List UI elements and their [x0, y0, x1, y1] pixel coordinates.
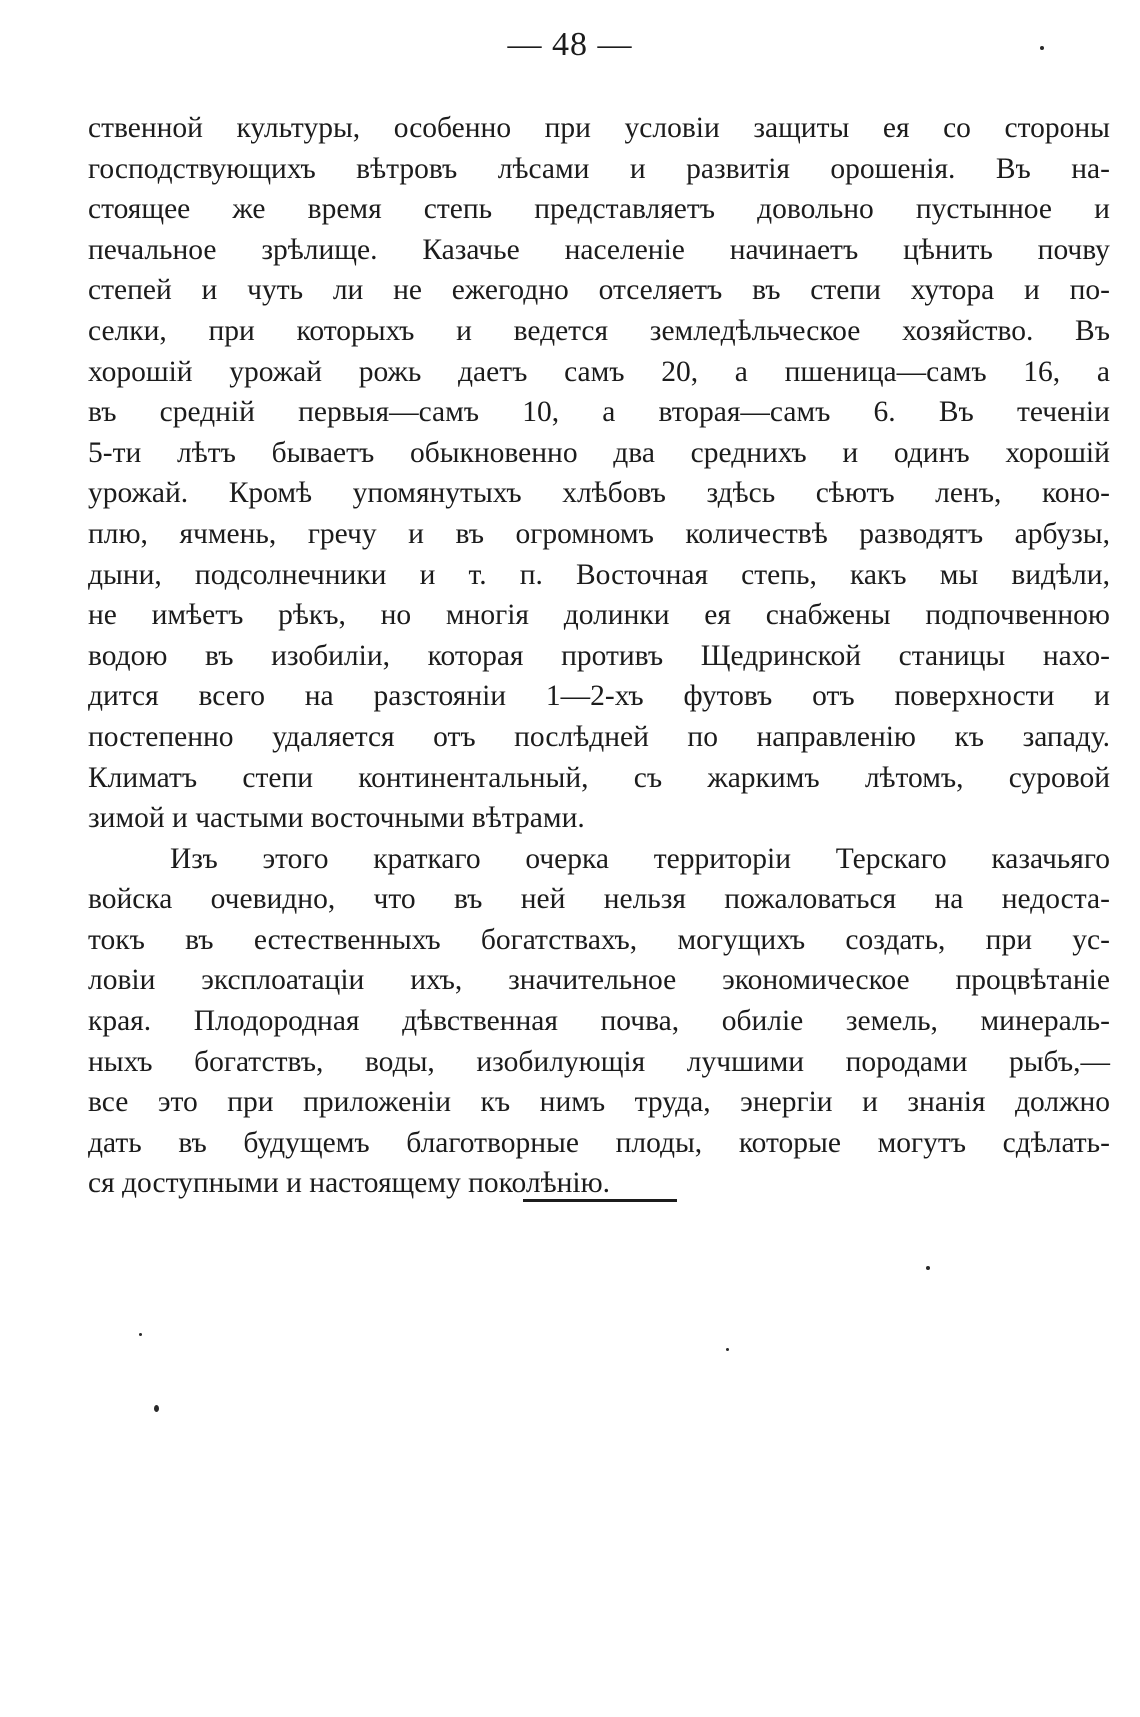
text-line: постепенно удаляется отъ послѣдней по направленію къ западу.: [88, 720, 1110, 753]
text-line: ственной культуры, особенно при условіи защиты ея со стороны: [88, 112, 1110, 144]
text-line: дыни, подсолнечники и т. п. Восточная степь, какъ мы видѣли,: [88, 558, 1110, 591]
text-line: Изъ этого краткаго очерка территоріи Терскаго казачьяго: [170, 842, 1110, 875]
text-line: ловіи эксплоатаціи ихъ, значительное экономическое процвѣтаніе: [88, 964, 1110, 997]
text-line: ныхъ богатствъ, воды, изобилующія лучшими породами рыбъ,—: [88, 1045, 1110, 1078]
paragraph-2: [88, 839, 1110, 1204]
text-line: въ средній первыя—самъ 10, а вторая—самъ 6. Въ теченіи: [88, 396, 1110, 429]
text-line: зимой и частыми восточными вѣтрами.: [88, 802, 585, 835]
text-line: края. Плодородная дѣвственная почва, обиліе земель, минераль-: [88, 1005, 1110, 1038]
text-line: ся доступными и настоящему поколѣнію.: [88, 1167, 611, 1200]
page-speck: [139, 1333, 142, 1336]
body-text: [88, 108, 1110, 1204]
text-line: урожай. Кромѣ упомянутыхъ хлѣбовъ здѣсь сѣютъ ленъ, коно-: [88, 477, 1110, 510]
paragraph-1: [88, 108, 1110, 839]
text-line: токъ въ естественныхъ богатствахъ, могущихъ создать, при ус-: [88, 923, 1110, 956]
text-line: все это при приложеніи къ нимъ труда, энергіи и знанія должно: [88, 1086, 1110, 1119]
text-line: войска очевидно, что въ ней нельзя пожаловаться на недоста-: [88, 883, 1110, 916]
text-line: водою въ изобиліи, которая противъ Щедринской станицы нахо-: [88, 639, 1110, 672]
text-line: Климатъ степи континентальный, съ жаркимъ лѣтомъ, суровой: [88, 761, 1110, 794]
text-line: господствующихъ вѣтровъ лѣсами и развитія орошенія. Въ на-: [88, 152, 1110, 185]
page-speck: [154, 1405, 159, 1412]
text-line: не имѣетъ рѣкъ, но многія долинки ея снабжены подпочвенною: [88, 599, 1110, 632]
text-line: 5-ти лѣтъ бываетъ обыкновенно два среднихъ и одинъ хорошій: [88, 436, 1110, 469]
page-speck: [1040, 46, 1044, 50]
text-line: дать въ будущемъ благотворные плоды, которые могутъ сдѣлать-: [88, 1126, 1110, 1159]
page-number: — 48 —: [507, 26, 633, 63]
section-end-rule: [523, 1199, 677, 1202]
text-line: степей и чуть ли не ежегодно отселяетъ въ степи хутора и по-: [88, 274, 1110, 307]
text-line: селки, при которыхъ и ведется земледѣльческое хозяйство. Въ: [88, 314, 1110, 347]
text-line: хорошій урожай рожь даетъ самъ 20, а пшеница—самъ 16, а: [88, 355, 1110, 388]
text-line: печальное зрѣлище. Казачье населеніе начинаетъ цѣнить почву: [88, 233, 1110, 266]
text-line: плю, ячмень, гречу и въ огромномъ количествѣ разводятъ арбузы,: [88, 517, 1110, 550]
text-line: стоящее же время степь представляетъ довольно пустынное и: [88, 193, 1110, 226]
page-speck: [726, 1348, 729, 1351]
page-speck: [926, 1266, 930, 1270]
text-line: дится всего на разстояніи 1—2-хъ футовъ отъ поверхности и: [88, 680, 1110, 713]
